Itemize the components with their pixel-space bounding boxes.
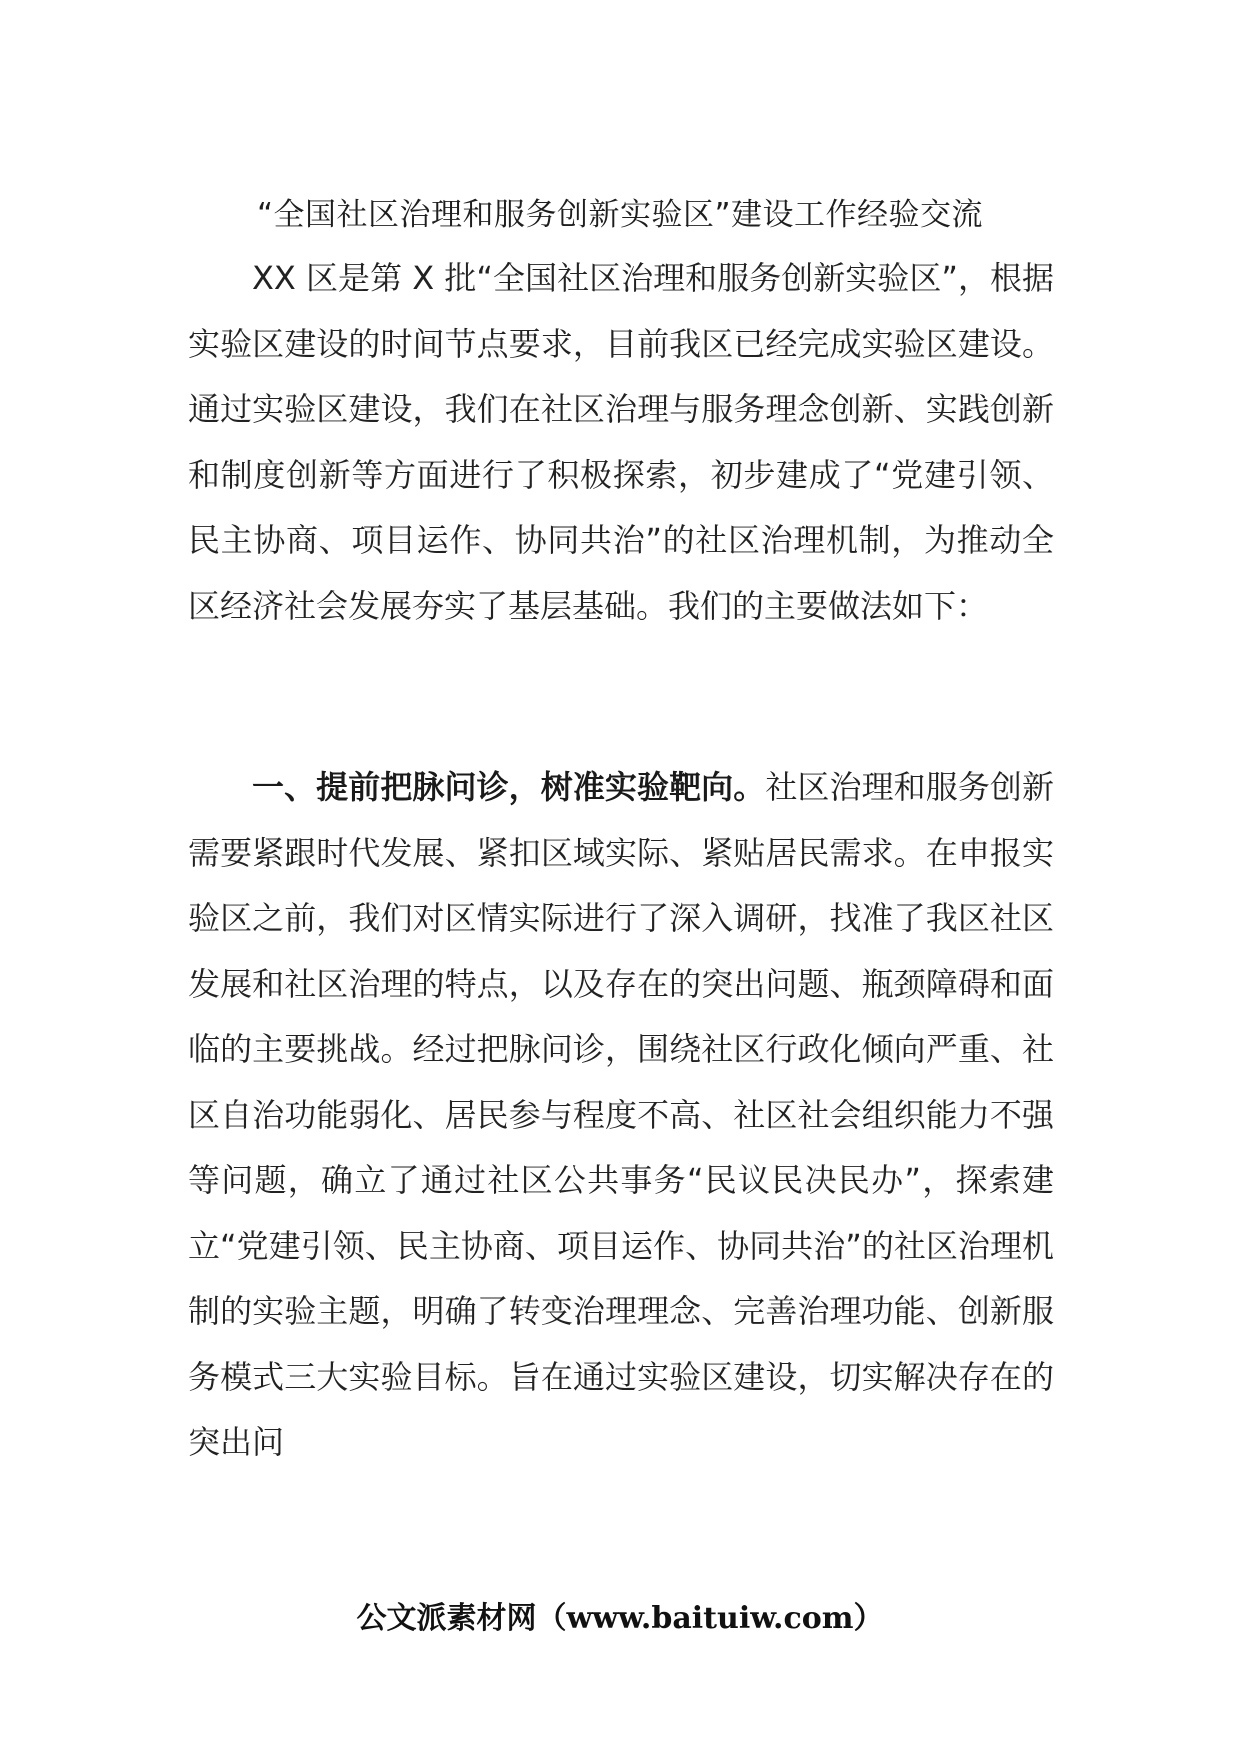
section-body: 社区治理和服务创新需要紧跟时代发展、紧扣区域实际、紧贴居民需求。在申报实验区之前，我们对区情实际进行了深入调研，找准了我区社区发展和社区治理的特点，以及存在的突出问题、瓶颈障碍和面临的主要挑战。经过把脉问诊，围绕社区行政化倾向严重、社区自治功能弱化、居民参与程度不高、社区社会组织能力不强等问题，确立了通过社区公共事务“民议民决民办”，探索建立“党建引领、民主协商、项目运作、协同共治”的社区治理机制的实验主题，明确了转变治理理念、完善治理功能、创新服务模式三大实验目标。旨在通过实验区建设，切实解决存在的突出问: [188, 768, 1054, 1461]
document-title: “全国社区治理和服务创新实验区”建设工作经验交流: [256, 197, 984, 233]
footer-watermark: 公文派素材网（www.baituiw.com）: [356, 1601, 884, 1636]
paragraph-intro: XX 区是第 X 批“全国社区治理和服务创新实验区”，根据实验区建设的时间节点要求，目前我区已经完成实验区建设。通过实验区建设，我们在社区治理与服务理念创新、实践创新和制度创新等方面进行了积极探索，初步建成了“党建引领、民主协商、项目运作、协同共治”的社区治理机制，为推动全区经济社会发展夯实了基层基础。我们的主要做法如下：: [188, 259, 1054, 625]
section-heading: 一、提前把脉问诊，树准实验靶向。: [252, 768, 766, 806]
paragraph-section-one: [188, 755, 1054, 1476]
